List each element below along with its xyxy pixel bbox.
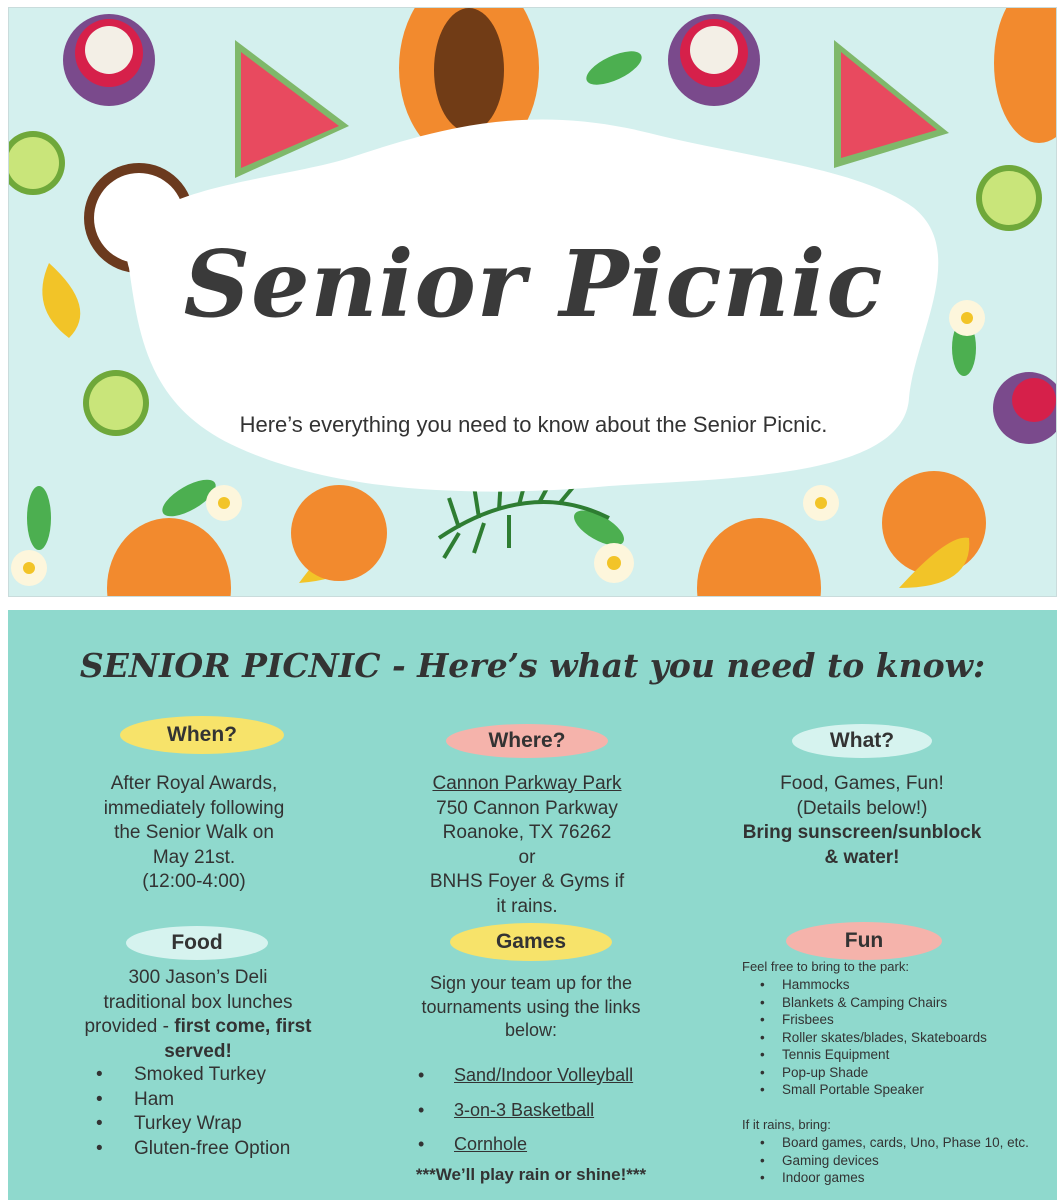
food-served: served!: [164, 1040, 232, 1062]
papaya-icon: [697, 518, 821, 597]
list-item: • Frisbees: [760, 1011, 1055, 1029]
park-name-link[interactable]: Cannon Parkway Park: [432, 773, 622, 794]
banner-subtitle: Here’s everything you need to know about the Senior Picnic.: [239, 412, 828, 437]
papaya-icon: [107, 518, 231, 597]
leaf-icon: [582, 44, 647, 91]
list-item: • Tennis Equipment: [760, 1046, 1055, 1064]
where-line: 750 Cannon Parkway: [436, 797, 618, 819]
volleyball-link-item[interactable]: [418, 1065, 698, 1100]
rain-intro: If it rains, bring:: [742, 1117, 831, 1132]
list-item: • Gluten-free Option: [96, 1137, 326, 1162]
games-line: Sign your team up for the: [429, 973, 633, 993]
flower-icon: [11, 550, 47, 586]
list-item: • Indoor games: [760, 1169, 1055, 1187]
fun-items-list: [760, 976, 1055, 1099]
games-pill: Games: [450, 923, 612, 961]
when-details: [58, 772, 330, 895]
when-pill: When?: [120, 716, 284, 754]
info-title: SENIOR PICNIC - Here’s what you need to know:: [79, 646, 986, 685]
food-line: traditional box lunches: [103, 991, 293, 1013]
where-line: Roanoke, TX 76262: [442, 822, 612, 843]
flower-icon: [206, 485, 242, 521]
watermelon-icon: [235, 40, 349, 178]
when-line: May 21st.: [152, 846, 236, 868]
fun-pill: Fun: [786, 922, 942, 960]
info-slide: [8, 610, 1057, 1200]
when-line: the Senior Walk on: [114, 822, 274, 843]
what-bold-line: & water!: [824, 846, 900, 868]
orange-icon: [291, 485, 387, 581]
banner-title: Senior Picnic: [183, 230, 884, 338]
watermelon-icon: [834, 40, 949, 168]
what-pill: What?: [792, 724, 932, 758]
rain-items-list: [760, 1134, 1055, 1187]
list-item: • Pop-up Shade: [760, 1064, 1055, 1082]
basketball-link[interactable]: 3-on-3 Basketball: [454, 1099, 595, 1120]
list-item: • Roller skates/blades, Skateboards: [760, 1029, 1055, 1047]
when-line: immediately following: [103, 797, 285, 819]
list-item: • Gaming devices: [760, 1152, 1055, 1170]
games-line: below:: [504, 1020, 558, 1040]
games-details: [394, 972, 668, 1043]
where-pill: Where?: [446, 724, 608, 758]
food-pill: Food: [126, 926, 268, 960]
where-line: it rains.: [496, 895, 558, 917]
food-line: 300 Jason’s Deli: [128, 967, 268, 988]
what-line: (Details below!): [796, 797, 928, 819]
when-line: After Royal Awards,: [110, 773, 278, 794]
when-line: (12:00-4:00): [142, 871, 246, 892]
mangosteen-icon: [668, 14, 760, 106]
basketball-link-item[interactable]: [418, 1100, 698, 1135]
games-links: [418, 1065, 698, 1169]
volleyball-link[interactable]: Sand/Indoor Volleyball: [454, 1065, 634, 1085]
where-line: BNHS Foyer & Gyms if: [429, 871, 625, 892]
rain-or-shine-note: ***We’ll play rain or shine!***: [415, 1165, 647, 1184]
food-first-come: first come, first: [174, 1016, 312, 1037]
lime-icon: [976, 165, 1042, 231]
games-line: tournaments using the links: [421, 996, 641, 1017]
leaf-icon: [27, 486, 51, 550]
papaya-icon: [994, 8, 1057, 143]
list-item: • Hammocks: [760, 976, 1055, 994]
where-details: [388, 772, 666, 919]
cornhole-link[interactable]: Cornhole: [454, 1134, 528, 1154]
food-menu-list: [96, 1063, 326, 1161]
where-line: or: [518, 846, 536, 868]
list-item: • Turkey Wrap: [96, 1112, 326, 1137]
list-item: • Smoked Turkey: [96, 1063, 326, 1088]
list-item: • Board games, cards, Uno, Phase 10, etc.: [760, 1134, 1055, 1152]
food-provided-text: provided -: [84, 1016, 175, 1037]
fun-intro: Feel free to bring to the park:: [742, 959, 909, 974]
list-item: • Blankets & Camping Chairs: [760, 994, 1055, 1012]
list-item: • Ham: [96, 1088, 326, 1113]
what-line: Food, Games, Fun!: [780, 773, 944, 794]
lime-icon: [9, 131, 65, 195]
food-details: [72, 966, 324, 1064]
what-bold-line: Bring sunscreen/sunblock: [742, 822, 982, 843]
flower-icon: [803, 485, 839, 521]
what-details: [728, 772, 996, 870]
list-item: • Small Portable Speaker: [760, 1081, 1055, 1099]
flower-icon: [594, 543, 634, 583]
title-slide: [8, 7, 1057, 597]
mangosteen-icon: [63, 14, 155, 106]
food-provided-line: [72, 1015, 324, 1040]
